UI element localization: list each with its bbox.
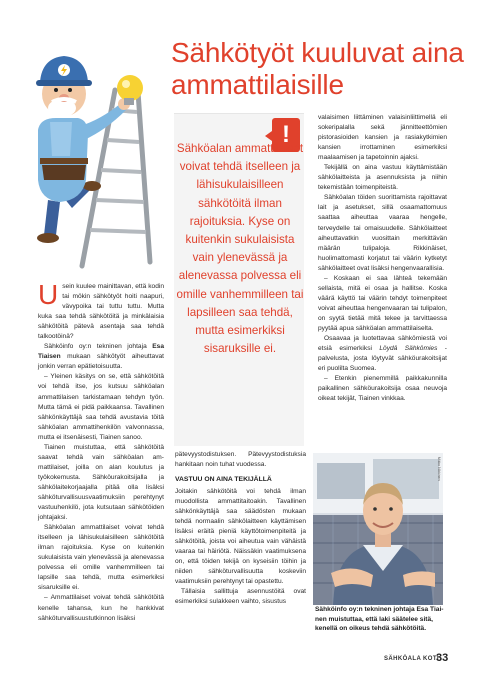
subheading: VASTUU ON AINA TEKIJÄLLÄ xyxy=(175,476,272,484)
article-column-1 xyxy=(38,279,164,624)
article-headline: Sähkötyöt kuuluvat aina ammattilaisille xyxy=(171,37,464,100)
paragraph: – Etenkin pienemmillä paikkakunnilla paikallinen sähköurakoitsija osaa neuvoja oikeat tekijät, Tiainen vinkkaa. xyxy=(318,375,447,403)
paragraph: valaisimen liittäminen valaisinliittimellä eli sokeripalalla sekä jännitteettömien pistorasioiden kansien ja rasiakytkimien kansien irrottaminen esimerkiksi maalaamisen ja tapetoinnin ajaksi. xyxy=(318,114,447,162)
magazine-name: SÄHKÖALA KOTI xyxy=(384,656,439,662)
electrician-illustration xyxy=(20,30,170,270)
article-column-2 xyxy=(175,450,306,607)
paragraph-text: mukaan sähkötyöt aiheuttavat jonkin verran epätietoisuutta. xyxy=(38,353,164,371)
paragraph: – Koskaan ei saa lähteä tekemään sellaista, mitä ei osaa ja hallitse. Koska väärä käyttö tai väärin tehdyt toimenpiteet voivat aiheuttaa hengenvaaran tai tulipalon, on syytä tietää mitä tekee ja tarvittaessa pyytää apua sähköalan ammattilaiselta. xyxy=(318,274,447,332)
paragraph-text: Osaavaa ja luotettavaa sähkömiestä voi etsiä esimerkiksi xyxy=(318,335,447,353)
paragraph: Joitakin sähkötöitä voi tehdä ilman muodollista ammattitaitoakin. Tavallinen sähkönkäyttäjä saa säädösten mukaan tehdä normaalin sähkölaitteen käyttämisen lisäksi eräitä pieniä käyttötoimenpiteitä ja sähkötöitä, joista voi aiheutua vain vähäistä vaaraa tai häiriötä. Näissäkin vaatimuksena on, että töiden tekijä on kyseisiin töihin ja niiden sähköturvallisuutta koskeviin vaatimuksiin perehtynyt tai opastettu. xyxy=(175,487,306,586)
paragraph-text: sein kuulee mainittavan, että kodin tai mökin sähkötyöt hoiti naapuri, vävypoika tai tuttu tuttu. Mutta kuka saa tehdä sähkötöitä ja minkälaisia sähkötöitä pätevä asentaja saa tehdä talkootöinä? xyxy=(38,283,164,341)
paragraph-text: Sähköinfo oy:n tekninen johtaja xyxy=(44,343,153,351)
drop-cap: U xyxy=(38,279,59,310)
photo-credit: Mikko Nikkinen xyxy=(437,457,441,481)
paragraph-text: -palvelusta, josta löytyvät sähköurakoitsijat eri puolilta Suomea. xyxy=(318,345,448,373)
interviewee-name: Esa Tiaisen xyxy=(38,343,164,361)
paragraph: Sähköalan töiden suorittamista rajoittavat lait ja asetukset, sillä osaamattomuus saattaa aiheuttaa vaaraa hengelle, terveydelle tai omaisuudelle. Sähkölaitteet aiheuttavatkin vuosittain merkittävän määrän tulipaloja. Rikkinäiset, huolimattomasti korjatut tai väärin kytketyt sähkölaitteet ovat lisäksi hengenvaarallisia. xyxy=(318,194,447,272)
paragraph: – Yleinen käsitys on se, että sähkötöitä voi tehdä itse, jos kutsuu sähköalan ammattilaisen tarkistamaan tehdyn työn. Mutta tämä ei pidä paikkaansa. Tavallinen sähkönkäyttäjä saa tehdä avustavia töitä sähköalan ammattihenkilön valvonnassa, mutta ei itsenäisesti, Tiainen sanoo. xyxy=(38,373,164,441)
portrait-photo xyxy=(313,453,443,605)
paragraph xyxy=(38,342,164,372)
photo-caption: Sähköinfo oy:n tekninen johtaja Esa Tiainen muistuttaa, että laki säätelee sitä, kenellä on oikeus tehdä sähkötöitä. xyxy=(315,606,444,633)
exclamation-icon: ! xyxy=(272,118,300,152)
paragraph xyxy=(38,279,164,342)
pullquote-text: Sähköalan ammattilaiset voivat tehdä itselleen ja lähisukulaisilleen sähkötöitä ilman rajoituksia. Kyse on kuitenkin sukulaisista vain ylenevässä ja alenevassa polvessa eli omille vanhemmilleen tai lapsilleen saa tehdä, mutta esimerkiksi sisaruksille ei. xyxy=(176,142,304,356)
paragraph: Tiainen muistuttaa, että sähkötöitä saavat tehdä vain sähköalan ammattilaiset, joilla on alan koulutus ja työkokemusta. Sähköurakoitsijalla ja sähkölaitekorjaajalla pitää olla lisäksi sähköturvallisuusvaatimuksiin perehtynyt vastuuhenkilö, jota kutsutaan sähkötöiden johtajaksi. xyxy=(38,443,164,522)
paragraph: – Ammattilaiset voivat tehdä sähkötöitä kenelle tahansa, kun he hankkivat sähköturvallisuustutkinnon lisäksi xyxy=(38,594,164,622)
page-number: 33 xyxy=(436,652,449,664)
paragraph: pätevyystodistuksen. Pätevyystodistuksia hankitaan noin tuhat vuodessa. xyxy=(175,451,306,469)
paragraph xyxy=(318,334,447,374)
paragraph: Tällaisia sallittuja asennustöitä ovat esimerkiksi sulakkeen vaihto, sisustus xyxy=(175,588,306,606)
paragraph: Sähköalan ammattilaiset voivat tehdä itselleen ja lähisukulaisilleen sähkötöitä ilman rajoituksia. Kyse on kuitenkin sukulaisista vain ylenevässä ja alenevassa polvessa eli omille vanhemmilleen tai lapsille saa tehdä, mutta esimerkiksi sisaruksille ei. xyxy=(38,524,164,592)
service-name: Löydä Sähkömies xyxy=(379,345,438,353)
portrait-image xyxy=(313,453,443,605)
article-column-3 xyxy=(318,113,447,404)
paragraph: Tekijällä on aina vastuu käyttämistään sähkölaitteista ja asennuksista ja niihin tekemistään toimenpiteistä. xyxy=(318,164,447,192)
